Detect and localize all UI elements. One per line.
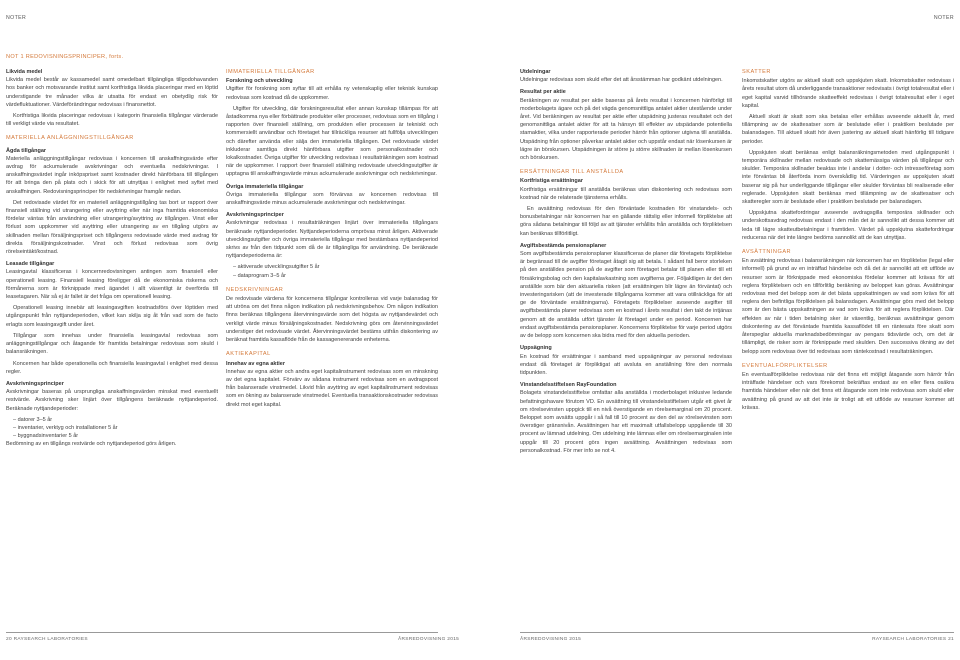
paragraph: En kostnad för ersättningar i samband med uppsägningar av personal redovisas endast då företaget är förpliktigat att avsluta en anställning före den normala tidpunkten. — [520, 353, 732, 376]
subheading-uppsagning: Uppsägning — [520, 345, 552, 352]
subheading-vinstandel: Vinstandelsstiftelsen RayFoundation — [520, 382, 617, 389]
paragraph: Operationell leasing innebär att leasingavgiften kostnadsförs över löptiden med utgångspunkt från nyttjandeperioden, vilket kan skilja sig åt från vad som de facto erlagts som leasingavgift under året. — [6, 305, 218, 328]
paragraph: De redovisade värdena för koncernens tillgångar kontrolleras vid varje balansdag för att utröna om det finns någon indikation på nedskrivningsbehov. Om någon indikation finns beräknas tillgångens återvinningsvärde som det högsta av nyttjandevärdet och verkligt värde minus försäljningskostnader. Nedskrivning görs om återvinningsvärdet understiger det redovisade värdet. Återvinningsvärdet bestäms utifrån diskontering av beräknat framtida kassaflöde från de kassagenererande enheterna. — [226, 296, 438, 344]
text-column-2 — [226, 68, 438, 412]
page-header-left: NOTER — [6, 15, 27, 21]
paragraph: Likvida medel består av kassamedel samt omedelbart tillgängliga tillgodohavanden hos banker och motsvarande institut samt kortfristiga likvida placeringar med en löptid understigande tre månader vilka är utsatta för endast en obetydlig risk för värdefluktuationer. Värdeförändringar redovisas i finansnettot. — [6, 77, 218, 108]
paragraph: Bolagets vinstandelsstiftelse omfattar alla anställda i moderbolaget inklusive ledande befattningshavare förutom VD. En avsättning till vinstandelsstiftelsen utgår ett givet år om rörelsevinsten uppgick till en nivå överstigande en rörelsemarginal om 20 procent. Beloppet som avsätts uppgår i så fall till 10 procent av den del av rörelsevinsten som överstiger gränsnivån. Avsättningen har ett maximalt utfallsbelopp uppgående till 30 procent av lämnad utdelning. Om utdelning inte lämnas eller om rörelsemarginalen inte uppgår till 20 procent görs ingen avsättning. Avsättningen redovisas som personalkostnad. För mer info se not 4. — [520, 390, 732, 454]
list-item: – byggnadsinventarier 5 år — [13, 433, 79, 440]
heading-likvida-medel: Likvida medel — [6, 69, 43, 75]
subheading-fou: Forskning och utveckling — [226, 78, 293, 85]
heading-avsattningar: AVSÄTTNINGAR — [742, 249, 792, 256]
subheading-leasade: Leasade tillgångar — [6, 261, 55, 268]
paragraph: Kortfristiga likvida placeringar redovisas i kategorin finansiella tillgångar värderade till verkligt värde via resultatet. — [6, 113, 218, 128]
text-column-1 — [6, 68, 218, 452]
heading-eventualforpliktelser: EVENTUALFÖRPLIKTELSER — [742, 362, 828, 369]
subheading-avskrivning: Avskrivningsprinciper — [6, 380, 64, 387]
paragraph: Det redovisade värdet för en materiell anläggningstillgång tas bort ur rapport över finansiell ställning vid utrangering eller avyttring eller när inga framtida ekonomiska fördelar väntas från användning eller utrangering/avyttring av tillgången. Vinst eller förlust som uppkommer vid avyttring eller utrangering av en tillgång utgörs av skillnaden mellan försäljningspriset och tillgångens redovisade värde med avdrag för direkta försäljningskostnader. Vinst och förlust redovisas som övrig rörelseintäkt/kostnad. — [6, 199, 218, 256]
heading-nedskrivningar: NEDSKRIVNINGAR — [226, 286, 284, 293]
subheading-ovriga: Övriga immateriella tillgångar — [226, 183, 304, 190]
paragraph: Kortfristiga ersättningar till anställda beräknas utan diskontering och redovisas som kostnad när de relaterade tjänsterna erhålls. — [520, 186, 732, 201]
paragraph: Utdelningar redovisas som skuld efter det att årsstämman har godkänt utdelningen. — [520, 77, 723, 84]
paragraph: Tillgångar som innehas under finansiella leasingavtal redovisas som anläggningstillgångar och åtagande för framtida betalningar redovisas som skuld i balansräkningen. — [6, 332, 218, 356]
paragraph: Bedömning av en tillgångs restvärde och nyttjandeperiod görs årligen. — [6, 441, 177, 448]
heading-materiella: MATERIELLA ANLÄGGNINGSTILLGÅNGAR — [6, 135, 134, 142]
text-column-3 — [520, 68, 732, 458]
paragraph: Övriga immateriella tillgångar som förvärvas av koncernen redovisas till anskaffningsvärde minus ackumulerade avskrivningar och nedskrivningar. — [226, 191, 438, 207]
subheading-utdelningar: Utdelningar — [520, 69, 551, 75]
paragraph: Uppskjuten skatt beräknas enligt balansräkningsmetoden med utgångspunkt i temporära skillnader mellan redovisade och skattemässiga värden på tillgångar och skulder. Temporära skillnader beaktas inte i andelar i dotter- och intresseföretag som inte förväntas bli återförda inom överskådlig tid. Värderingen av uppskjuten skatt baserar sig på hur underliggande tillgångar eller skulder förväntas bli realiserade eller reglerade. Uppskjuten skatt beräknas med tillämpning av de skattesatser och skatteregler som är beslutade eller i praktiken beslutade per balansdagen. — [742, 149, 954, 206]
footer-rule-right — [520, 632, 954, 633]
list-item: – datorer 3–5 år — [13, 416, 53, 423]
paragraph: Avskrivningar baseras på ursprungliga anskaffningsvärden minskat med eventuellt restvärde. Avskrivning sker linjärt över tillgångens beräknade nyttjandeperiod. Beräknade nyttjandeperioder: — [6, 389, 218, 412]
paragraph: Koncernen har både operationella och finansiella leasingavtal i enlighet med dessa regler. — [6, 360, 218, 375]
subheading-resultat-per-aktie: Resultat per aktie — [520, 89, 566, 96]
subheading-avskrivning: Avskrivningsprinciper — [226, 212, 284, 219]
paragraph: En eventualförpliktelse redovisas när det finns ett möjligt åtagande som härrör från inträffade händelser och vars förekomst bekräftas endast av en eller flera osäkra framtida händelser eller när det finns ett åtagande som inte redovisas som skuld eller avsättning på grund av att det inte är troligt att ett utflöde av resurser kommer att krävas. — [742, 371, 954, 411]
paragraph: Utgifter för utveckling, där forskningsresultat eller annan kunskap tillämpas för att åstadkomma nya eller förbättrade produkter eller processer, redovisas som en tillgång i rapporten över finansiell ställning, om produkten eller processen är tekniskt och kommersiellt användbar och företaget har tillräckliga resurser att fullfölja utvecklingen och därefter använda eller sälja den immateriella tillgången. Det redovisade värdet inkluderar samtliga direkt hänförbara utgifter som personalkostnader och lokalkostnader. Övriga utgifter för utveckling redovisas i resultaträkningen som kostnad när de uppkommer. I rapport över finansiell ställning redovisade utvecklingsutgifter är upptagna till anskaffningsvärde minus ackumulerade avskrivningar och nedskrivningar. — [226, 105, 438, 178]
heading-ersattningar: ERSÄTTNINGAR TILL ANSTÄLLDA — [520, 169, 624, 176]
list-item: – dataprogram 3–5 år — [233, 272, 286, 279]
footer-year-right: ÅRSREDOVISNING 2015 — [520, 637, 582, 642]
footer-right: RAYSEARCH LABORATORIES 21 — [872, 637, 954, 642]
paragraph: Beräkningen av resultat per aktie baseras på årets resultat i koncernen hänförligt till moderbolagets ägare och på det vägda genomsnittliga antalet aktier utestående under året. Vid beräkningen av resultat per aktie efter utspädning justeras resultatet och det genomsnittliga antalet aktier för att ta hänsyn till effekter av utspädande potentiella stamaktier, vilka under rapporterade perioder härrör från optioner utgivna till anställda. Utspädning från optioner påverkar antalet aktier och uppstår endast när lösenkursen är lägre än börskursen. Utspädningen är större ju större skillnaden är mellan lösenkursen och börskursen. — [520, 97, 732, 162]
heading-skatter: SKATTER — [742, 69, 771, 75]
paragraph: Utgifter för forskning som syftar till att erhålla ny vetenskaplig eller teknisk kunskap redovisas som kostnad då de uppkommer. — [226, 86, 438, 101]
paragraph: En avsättning redovisas för den förväntade kostnaden för vinstandels- och bonusbetalningar när koncernen har en gällande rättslig eller informell förpliktelse att göra sådana betalningar till följd av att tjänster erhållits från anställda och förpliktelsen kan beräknas tillförlitligt. — [520, 206, 732, 237]
paragraph: Aktuell skatt är skatt som ska betalas eller erhållas avseende aktuellt år, med tillämpning av de skattesatser som är beslutade eller i praktiken beslutade per balansdagen. Till aktuell skatt hör även justering av aktuell skatt hänförlig till tidigare perioder. — [742, 114, 954, 145]
paragraph: Leasingavtal klassificeras i koncernredovisningen antingen som finansiell eller operationell leasing. Finansiell leasing föreligger då de ekonomiska riskerna och förmånerna som är förknippade med ägandet i allt väsentligt är överförda till leasetagaren. När så ej är fallet är det fråga om operationell leasing. — [6, 269, 218, 301]
paragraph: Som avgiftsbestämda pensionsplaner klassificeras de planer där företagets förpliktelse är begränsad till de avgifter företaget åtagit sig att betala. I sådant fall beror storleken på den anställdes pension på de avgifter som företaget betalar till planen eller till ett försäkringsbolag och den kapitalavkastning som avgifterna ger. Följaktligen är det den anställde som bär den aktuariella risken (att ersättningen blir lägre än förväntat) och investeringsrisken (att de investerade tillgångarna kommer att vara otillräckliga för att ge de förväntade ersättningarna). Företagets förpliktelser avseende avgifter till avgiftsbestämda planer redovisas som en kostnad i årets resultat i den takt de intjänas genom att de anställda utfört tjänster åt företaget under en period. Koncernen har endast avgiftsbestämda pensionsplaner. Koncernens förpliktelse för varje period utgörs av de belopp som koncernen ska bidra med för den aktuella perioden. — [520, 251, 732, 340]
subheading-kortfristiga: Kortfristiga ersättningar — [520, 178, 583, 185]
heading-aktiekapital: AKTIEKAPITAL — [226, 351, 271, 358]
page-header-right: NOTER — [933, 15, 954, 21]
footer-left: 20 RAYSEARCH LABORATORIES — [6, 637, 88, 642]
subheading-agda: Ägda tillgångar — [6, 147, 47, 154]
footer-rule-left — [6, 632, 438, 633]
text-column-4 — [742, 68, 954, 415]
subheading-egna-aktier: Innehav av egna aktier — [226, 360, 285, 367]
subheading-avgiftsbestamda: Avgiftsbestämda pensionsplaner — [520, 242, 607, 249]
footer-year-left: ÅRSREDOVISNING 2015 — [398, 637, 460, 642]
paragraph: En avsättning redovisas i balansräkningen när koncernen har en förpliktelse (legal eller informell) på grund av en inträffad händelse och då det är sannolikt att ett utflöde av resurser som är förknippade med ekonomiska fördelar kommer att krävas för att reglera förpliktelsen och en tillförlitlig beräkning av beloppet kan göras. Avsättningar redovisas med det belopp som är det bästa uppskattningen av vad som krävs för att reglera den befintliga förpliktelsen på balansdagen. Avsättningar görs med det belopp som är den bästa uppskattningen av vad som krävs för att reglera förpliktelsen. Där effekten av när i tiden betalning sker är väsentlig, beräknas avsättningar genom diskontering av det förväntade framtida kassaflödet till en räntesats före skatt som återspeglar aktuella marknadsbedömningar av pengars tidsvärde och, om det är tillämpligt, de risker som är förknippade med skulden. Den successiva ökning av det belopp som redovisas över tid redovisas som räntekostnad i resultaträkningen. — [742, 258, 954, 355]
list-item: – aktiverade utvecklingsutgifter 5 år — [233, 264, 320, 271]
section-title: NOT 1 REDOVISNINGSPRINCIPER, forts. — [6, 54, 124, 60]
paragraph: Inkomstskatter utgörs av aktuell skatt och uppskjuten skatt. Inkomstskatter redovisas i årets resultat utom då underliggande transaktioner redovisats i övrigt totalresultat eller i eget kapital varvid tillhörande skatteeffekt redovisas i övrigt totalresultat eller i eget kapital. — [742, 78, 954, 109]
list-item: – inventarier, verktyg och installationer 5 år — [13, 424, 118, 431]
paragraph: Uppskjutna skattefordringar avseende avdragsgilla temporära skillnader och underskottsavdrag redovisas endast i den mån det är sannolikt att dessa kommer att leda till lägre skatteutbetalningar i framtiden. Värdet på uppskjutna skattefordringar reduceras när det inte längre bedöms sannolikt att de kan utnyttjas. — [742, 210, 954, 241]
heading-immateriella: IMMATERIELLA TILLGÅNGAR — [226, 69, 315, 75]
paragraph: Avskrivningar redovisas i resultaträkningen linjärt över immateriella tillgångars beräknade nyttjandeperioder. Nyttjandeperioderna omprövas minst årligen. Aktiverade utvecklingsutgifter och övriga immateriella tillgångar med bestämbara nyttjandeperiod skrivs av från den tidpunkt som då de är tillgängliga för användning. De beräknade nyttjandeperioderna är: — [226, 220, 438, 260]
paragraph: Materiella anläggningstillgångar redovisas i koncernen till anskaffningsvärde efter avdrag för ackumulerade avskrivningar och eventuella nedskrivningar. I anskaffningsvärdet ingår inköpspriset samt kostnader direkt hänförbara till tillgången för att bringa den på plats och i skick för att utnyttjas i enlighet med syftet med anskaffningen. Redovisningsprinciper för nedskrivningar framgår nedan. — [6, 155, 218, 195]
paragraph: Innehav av egna aktier och andra eget kapitalinstrument redovisas som en minskning av det egna kapitalet. Förvärv av sådana instrument redovisas som en avdragspost från balanserade vinstmedel. Likvid från avyttring av eget kapitalinstrument redovisas som en ökning av balanserade vinstmedel. Eventuella transaktionskostnader redovisas direkt mot eget kapital. — [226, 368, 438, 408]
